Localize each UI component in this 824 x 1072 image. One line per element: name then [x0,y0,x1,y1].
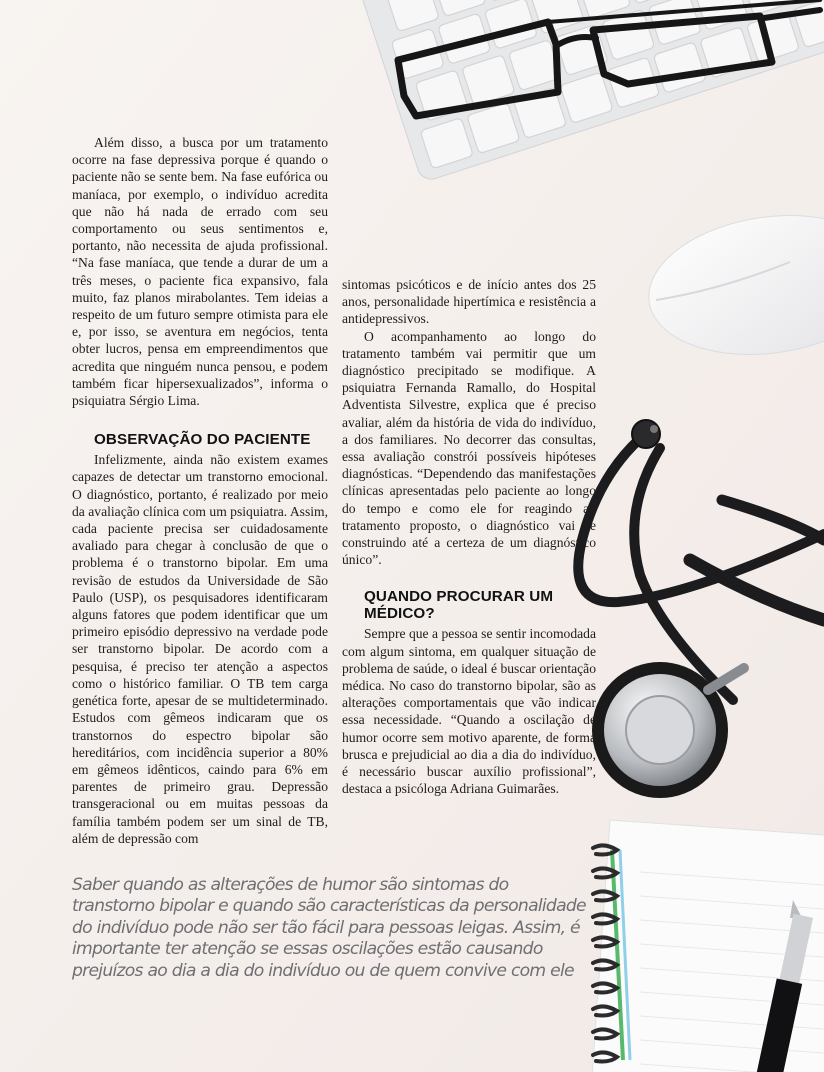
right-text-column [342,276,596,797]
pull-quote: Saber quando as alterações de humor são sintomas do transtorno bipolar e quando são características da personalidade do indivíduo pode não ser tão fácil para pessoas leigas. Assim, é importante ter atenção se essas oscilações estão causando prejuízos ao dia a dia do indivíduo ou de quem convive com ele [72,875,586,981]
paragraph-orientacao-medica: Sempre que a pessoa se sentir incomodada com algum sintoma, em qualquer situação de problema de saúde, o ideal é buscar orientação médica. No caso do transtorno bipolar, são as alterações comportamentais que vão indicar essa necessidade. “Quando a oscilação de humor ocorre sem motivo aparente, de forma brusca e prejudicial ao dia a dia do indivíduo, é necessário buscar auxílio profissional”, destaca a psicóloga Adriana Guimarães. [342,626,596,797]
paragraph-sintomas: sintomas psicóticos e de início antes dos 25 anos, personalidade hipertímica e resistência a antidepressivos. [342,277,596,327]
paragraph-fase-depressiva: Além disso, a busca por um tratamento ocorre na fase depressiva porque é quando o paciente não se sente bem. Na fase eufórica ou maníaca, por exemplo, o indivíduo acredita que não há nada de errado com seu comportamento ou seus sentimentos e, portanto, não necessita de ajuda profissional. “Na fase maníaca, que tende a durar de um a três meses, o paciente fica expansivo, fala muito, faz planos mirabolantes. Tem ideias a respeito de um futuro sempre otimista para ele e, por isso, se aventura em negócios, tenta obter lucros, pensa em empreendimentos que acredita que ninguém nunca pensou, e podem também ficar hipersexualizados”, informa o psiquiatra Sérgio Lima. [72,135,328,409]
paragraph-acompanhamento: O acompanhamento ao longo do tratamento também vai permitir que um diagnóstico precipitado se modifique. A psiquiatra Fernanda Ramallo, do Hospital Adventista Silvestre, explica que é preciso avaliar, além da história de vida do indivíduo, a dos familiares. No decorrer das consultas, essa avaliação constrói possíveis hipóteses diagnósticas. “Dependendo das manifestações clínicas apresentadas pelo paciente ao longo do tempo e como ele for reagindo ao tratamento proposto, o diagnóstico vai se construindo até a certeza de um diagnóstico único”. [342,328,596,568]
heading-quando-procurar: QUANDO PROCURAR UM MÉDICO? [364,588,554,623]
paragraph-diagnostico: Infelizmente, ainda não existem exames capazes de detectar um transtorno emocional. O diagnóstico, portanto, é realizado por meio da avaliação clínica com um psiquiatra. Assim, cada paciente precisa ser cuidadosamente avaliado para chegar à conclusão de que o problema é o transtorno bipolar. Em uma revisão de estudos da Universidade de São Paulo (USP), os pesquisadores identificaram alguns fatores que podem identificar que um primeiro episódio depressivo na verdade pode ser transtorno bipolar. De acordo com a pesquisa, é preciso ter atenção a aspectos como o histórico familiar. O TB tem carga genética forte, apesar de se multideterminado. Estudos com gêmeos indicaram que os transtornos do espectro bipolar são hereditários, com incidência superior a 80% em gêmeos idênticos, caindo para 6% em parentes de primeiro grau. Depressão transgeracional ou em muitas pessoas da família também podem ser um sinal de TB, além de depressão com [72,452,328,846]
left-text-column [72,134,328,847]
heading-observacao-do-paciente: OBSERVAÇÃO DO PACIENTE [94,431,311,449]
